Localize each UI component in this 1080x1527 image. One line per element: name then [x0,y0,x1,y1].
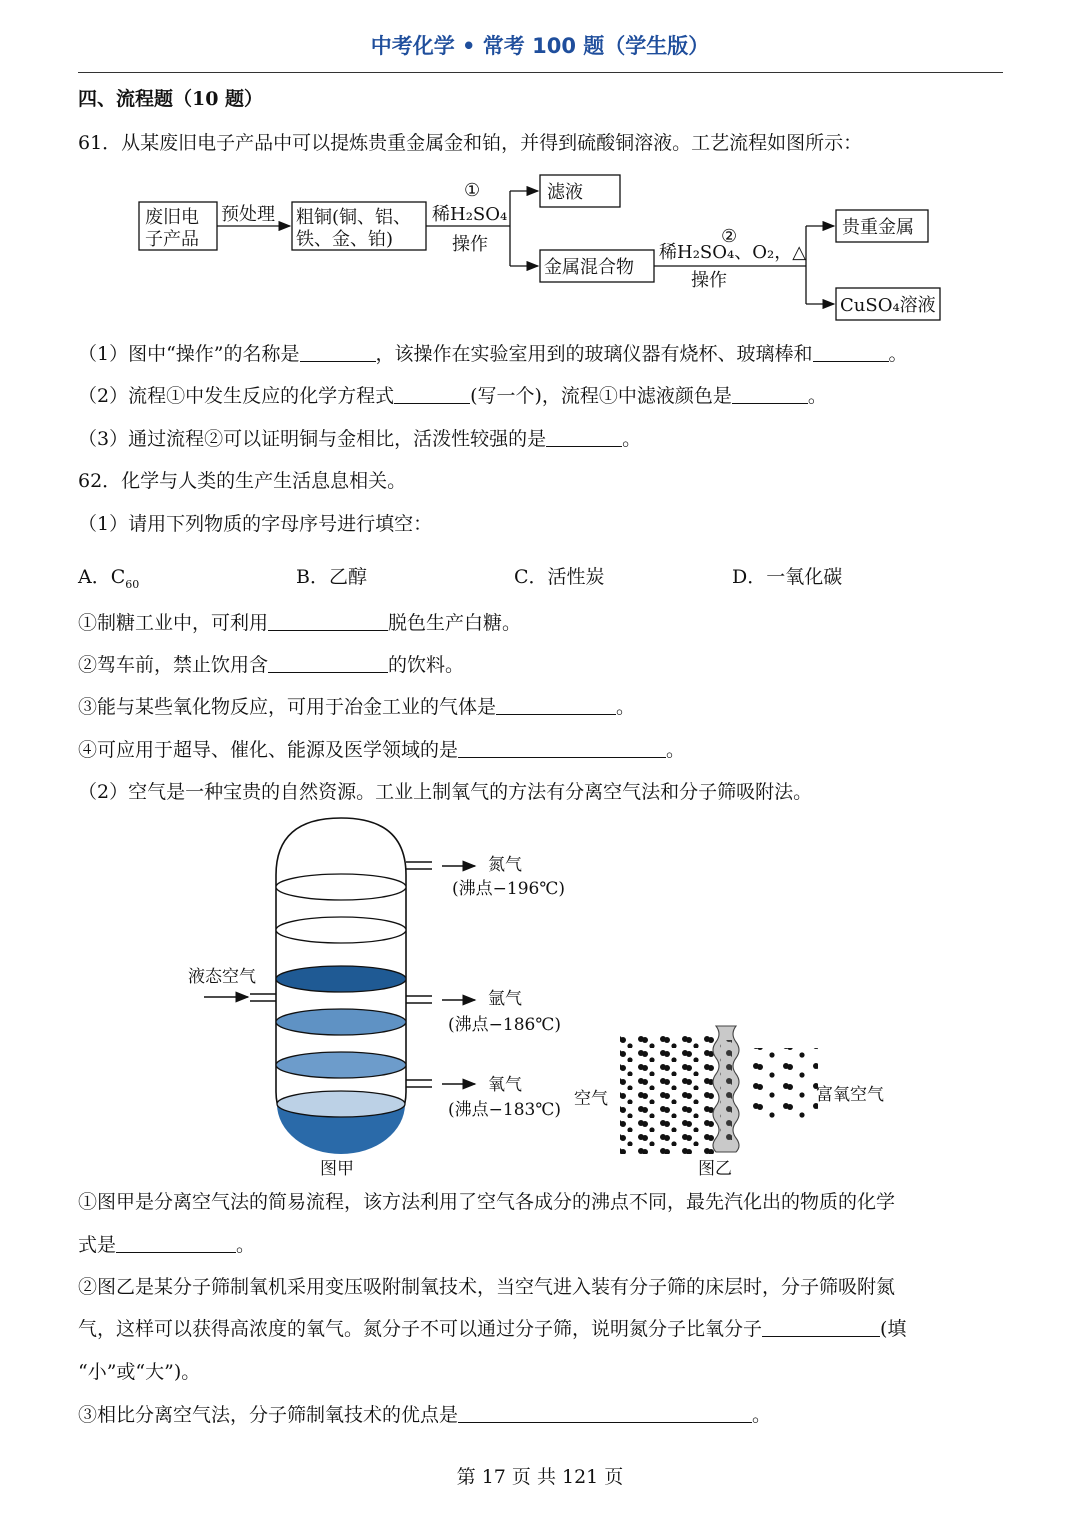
q62-fig-q2-line1: ②图乙是某分子筛制氧机采用变压吸附制氧技术，当空气进入装有分子筛的床层时，分子筛吸附氮 [78,1276,896,1298]
answer-blank[interactable] [458,1404,752,1423]
label-step2-op: 操作 [691,270,727,291]
label-metal-mixture: 金属混合物 [544,257,634,278]
option-d: D．一氧化碳 [732,566,843,588]
answer-blank[interactable] [496,696,616,715]
q62-part1: （1）请用下列物质的字母序号进行填空： [78,513,433,535]
q62-fig-q1-line1: ①图甲是分离空气法的简易流程，该方法利用了空气各成分的沸点不同，最先汽化出的物质的化学 [78,1191,896,1213]
label-air: 空气 [574,1089,608,1109]
label-step1-op: 操作 [452,234,488,255]
label-pretreat: 预处理 [221,204,275,225]
q62-sub2: ②驾车前，禁止饮用含 的饮料。 [78,654,465,676]
option-b: B．乙醇 [296,566,367,588]
q62-sub4: ④可应用于超导、催化、能源及医学领域的是 。 [78,739,686,761]
label-oxygen-rich-air: 富氧空气 [816,1085,884,1105]
q62-part2: （2）空气是一种宝贵的自然资源。工业上制氧气的方法有分离空气法和分子筛吸附法。 [78,781,813,803]
q62-fig-q2-line2: 气，这样可以获得高浓度的氧气。氮分子不可以通过分子筛，说明氮分子比氧分子 (填 [78,1318,907,1340]
answer-blank[interactable] [300,343,376,362]
label-cuso4: CuSO₄溶液 [840,295,936,316]
label-step2-reagent: 稀H₂SO₄、O₂，△ [659,242,807,263]
label-argon-bp: (沸点−186℃) [448,1015,561,1035]
answer-blank[interactable] [546,428,622,447]
label-step1-num: ① [464,180,481,201]
label-fig-b: 图乙 [698,1159,732,1179]
label-nitrogen: 氮气 [488,855,522,875]
label-argon: 氩气 [488,989,522,1009]
answer-blank[interactable] [732,385,808,404]
q61-part2: （2）流程①中发生反应的化学方程式 (写一个)，流程①中滤液颜色是 。 [78,385,827,407]
option-a: A．$C_{60}$ [78,566,140,591]
answer-blank[interactable] [394,385,470,404]
section-title: 四、流程题（10 题） [78,88,264,110]
header-divider [78,72,1003,73]
page-footer: 第 17 页 共 121 页 [456,1466,624,1488]
label-fig-a: 图甲 [320,1159,354,1179]
q61-flow-diagram [130,172,960,327]
label-filtrate: 滤液 [547,182,583,203]
answer-blank[interactable] [268,654,388,673]
label-liquid-air: 液态空气 [188,967,256,987]
q62-stem: 62．化学与人类的生产生活息息相关。 [78,470,407,492]
q61-part3: （3）通过流程②可以证明铜与金相比，活泼性较强的是 。 [78,428,642,450]
answer-blank[interactable] [762,1318,880,1337]
label-oxygen-bp: (沸点−183℃) [448,1100,561,1120]
label-step1-reagent: 稀H₂SO₄ [432,204,508,225]
label-crude-2: 铁、金、铂) [296,229,394,250]
label-waste-2: 子产品 [145,229,199,250]
answer-blank[interactable] [268,612,388,631]
figure-b-sieve [570,1020,900,1180]
q62-fig-q1-line2: 式是 。 [78,1234,256,1256]
page-header-title: 中考化学 • 常考 100 题（学生版） [370,34,710,58]
label-precious: 贵重金属 [842,217,914,238]
q62-fig-q2-line3: “小”或“大”)。 [78,1361,201,1383]
q62-sub1: ①制糖工业中，可利用 脱色生产白糖。 [78,612,522,634]
figure-a-column [180,812,580,1182]
q61-part1: （1）图中“操作”的名称是 ，该操作在实验室用到的玻璃仪器有烧杯、玻璃棒和 。 [78,343,908,365]
answer-blank[interactable] [813,343,889,362]
label-oxygen: 氧气 [488,1075,522,1095]
q61-stem: 61．从某废旧电子产品中可以提炼贵重金属金和铂，并得到硫酸铜溶液。工艺流程如图所示： [78,132,863,154]
option-c: C．活性炭 [514,566,605,588]
q62-sub3: ③能与某些氧化物反应，可用于冶金工业的气体是 。 [78,696,636,718]
answer-blank[interactable] [458,739,666,758]
label-step2-num: ② [721,226,738,247]
label-waste-1: 废旧电 [145,207,199,228]
answer-blank[interactable] [116,1234,236,1253]
label-nitrogen-bp: (沸点−196℃) [452,879,565,899]
label-crude-1: 粗铜(铜、铝、 [296,207,412,228]
q62-fig-q3: ③相比分离空气法，分子筛制氧技术的优点是 。 [78,1404,772,1426]
